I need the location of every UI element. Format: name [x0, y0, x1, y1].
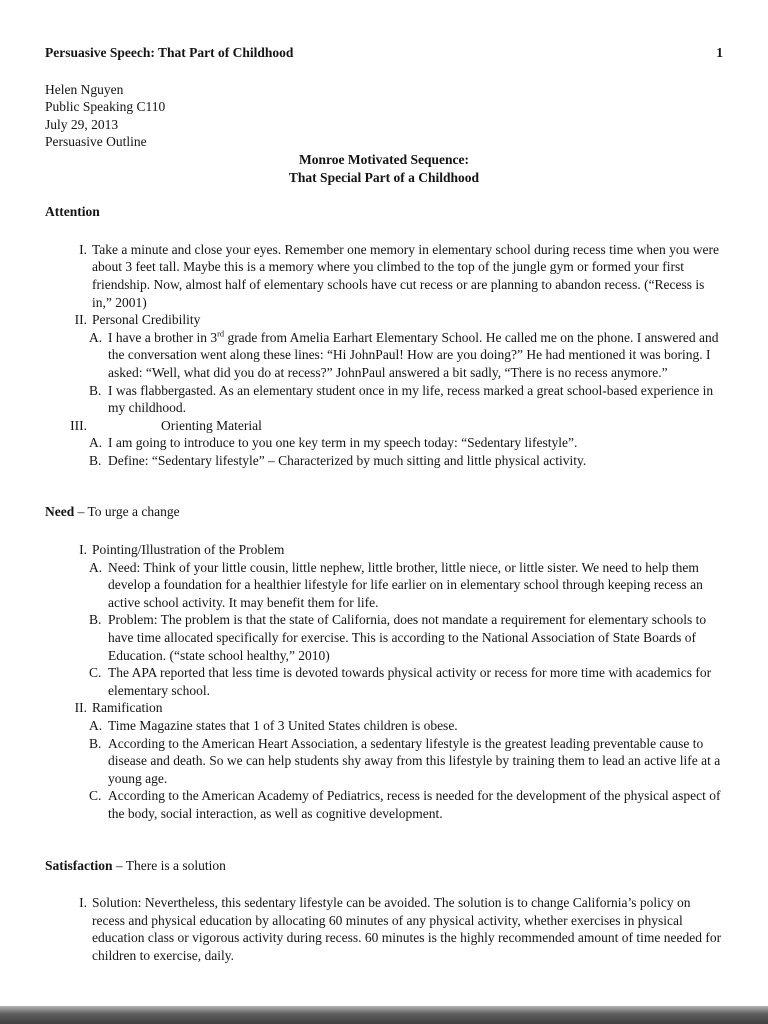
outline-label: II.	[74, 312, 87, 328]
outline-satisfaction	[45, 894, 723, 964]
outline-text: The APA reported that less time is devoted towards physical activity or recess for more time with academics for elementary school.	[108, 665, 712, 698]
outline-label: B.	[89, 452, 102, 468]
outline-item	[59, 699, 723, 717]
outline-text-post: grade from Amelia Earhart Elementary School. He called me on the phone. I answered and the conversation went along these lines: “Hi JohnPaul! How are you doing?” He had mentioned it was boring. I asked: “Well, what did you do at recess?” JohnPaul answered a bit sadly, “There is no recess anymore.”	[108, 329, 719, 380]
outline-text: Pointing/Illustration of the Problem	[92, 542, 285, 558]
ordinal-superscript: rd	[217, 329, 225, 339]
outline-label: A.	[89, 559, 103, 575]
outline-item	[89, 787, 723, 822]
outline-label: B.	[89, 735, 102, 751]
outline-item	[89, 382, 723, 417]
outline-label: I.	[79, 542, 87, 558]
outline-item	[89, 735, 723, 788]
author-name: Helen Nguyen	[45, 81, 124, 97]
outline-text: Define: “Sedentary lifestyle” – Characterized by much sitting and little physical activity.	[108, 452, 587, 468]
page-header	[45, 44, 723, 62]
document-title	[45, 151, 723, 186]
page-number: 1	[716, 45, 723, 60]
section-heading-need	[45, 503, 723, 521]
course-name: Public Speaking C110	[45, 99, 166, 115]
outline-item	[89, 717, 723, 735]
date-line: July 29, 2013	[45, 116, 119, 132]
outline-item	[59, 541, 723, 559]
outline-item	[89, 329, 723, 382]
outline-need	[45, 541, 723, 823]
section-heading-bold: Attention	[45, 204, 100, 220]
outline-text: Take a minute and close your eyes. Remember one memory in elementary school during recess time when you were about 3 feet tall. Maybe this is a memory where you climbed to the top of the jungle gym or formed your first friendship. Now, almost half of elementary schools have cut recess or are planning to abandon recess. (“Recess is in,” 2001)	[92, 241, 719, 310]
outline-item	[89, 611, 723, 664]
section-heading-rest: – To urge a change	[74, 504, 180, 520]
outline-text: I was flabbergasted. As an elementary student once in my life, recess marked a great school-based experience in my childhood.	[108, 382, 714, 416]
outline-label: B.	[89, 382, 102, 398]
viewer-page-gap-bar	[0, 1006, 768, 1024]
outline-attention	[45, 241, 723, 470]
outline-text: Personal Credibility	[92, 312, 201, 328]
outline-label: C.	[89, 788, 102, 804]
outline-item	[89, 452, 723, 470]
outline-text: Problem: The problem is that the state of California, does not mandate a requirement for elementary schools to have time allocated specifically for exercise. This is according to the National Association of State Boards of Education. (“state school healthy,” 2010)	[108, 612, 707, 663]
outline-label: I.	[79, 895, 87, 911]
outline-label: A.	[89, 329, 103, 345]
outline-label: II.	[74, 700, 87, 716]
outline-item	[59, 241, 723, 311]
outline-text: Ramification	[92, 700, 163, 716]
outline-text: Solution: Nevertheless, this sedentary lifestyle can be avoided. The solution is to change California’s policy on recess and physical education by allocating 60 minutes of any physical activity, whether exercises in physical education class or vigorous activity during recess. 60 minutes is the highly recommended amount of time needed for children to exercise, daily.	[92, 895, 722, 963]
outline-item	[59, 417, 723, 435]
section-heading-bold: Satisfaction	[45, 857, 113, 873]
outline-text: Orienting Material	[161, 417, 262, 433]
outline-text: According to the American Academy of Pediatrics, recess is needed for the development of the physical aspect of the body, social interaction, as well as cognitive development.	[108, 788, 721, 821]
outline-text	[108, 329, 723, 382]
byline-block	[45, 81, 723, 151]
section-heading-bold: Need	[45, 504, 75, 520]
outline-text: Time Magazine states that 1 of 3 United States children is obese.	[108, 718, 458, 733]
outline-label: B.	[89, 612, 102, 628]
document-type-line: Persuasive Outline	[45, 134, 147, 150]
outline-item	[89, 664, 723, 699]
section-heading-satisfaction	[45, 857, 723, 875]
section-heading-rest: – There is a solution	[112, 857, 226, 873]
outline-text: Need: Think of your little cousin, little nephew, little brother, little niece, or little sister. We need to help them develop a foundation for a healthier lifestyle for life earlier on in elementary school through keeping recess an active school activity. It may benefit them for life.	[108, 559, 703, 610]
outline-item	[89, 434, 723, 452]
section-heading-attention	[45, 203, 723, 221]
outline-label: III.	[70, 417, 87, 433]
document-title-line2: That Special Part of a Childhood	[288, 169, 480, 185]
outline-label: A.	[89, 435, 103, 451]
outline-label: A.	[89, 718, 103, 733]
outline-item	[59, 894, 723, 964]
outline-text: According to the American Heart Association, a sedentary lifestyle is the greatest leading preventable cause to disease and death. So we can help students shy away from this lifestyle by training them to lead an active life at a young age.	[108, 735, 721, 786]
outline-item	[59, 311, 723, 329]
outline-text-pre: I have a brother in 3	[108, 329, 218, 345]
outline-text: I am going to introduce to you one key term in my speech today: “Sedentary lifestyle”.	[108, 435, 578, 451]
outline-item	[89, 559, 723, 612]
outline-label: C.	[89, 665, 102, 681]
document-header-title: Persuasive Speech: That Part of Childhood	[45, 45, 294, 60]
outline-label: I.	[79, 241, 87, 257]
document-title-line1: Monroe Motivated Sequence:	[299, 151, 469, 167]
